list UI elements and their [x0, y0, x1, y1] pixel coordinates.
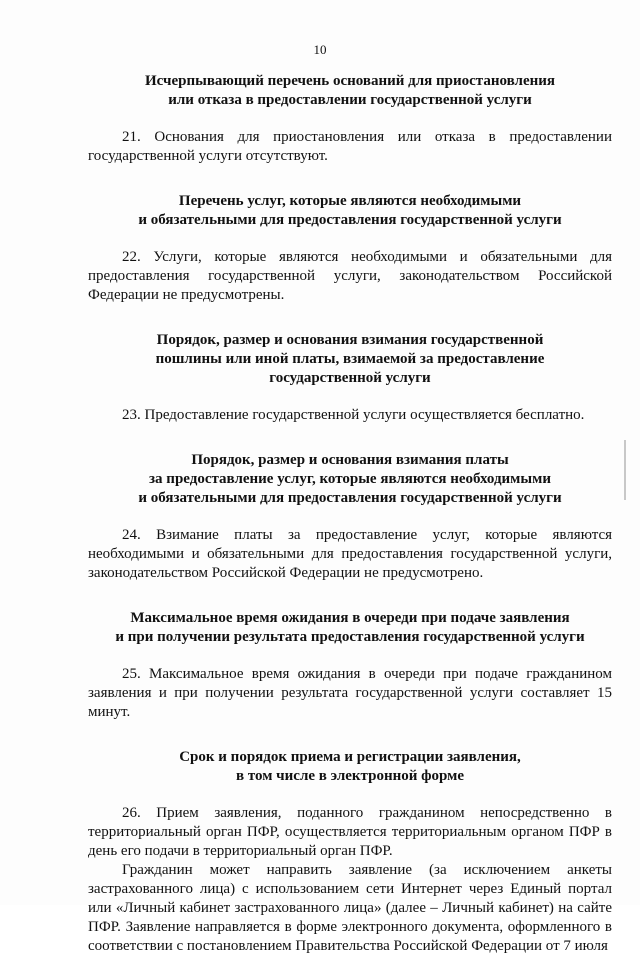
section-state-fee: [88, 331, 612, 425]
paragraph-24: 24. Взимание платы за предоставление услуг, которые являются необходимыми и обязательными для предоставления государственной услуги, законодательством Российской Федерации не предусмотрено.: [88, 527, 612, 581]
section-heading: Исчерпывающий перечень оснований для приостановления или отказа в предоставлении государственной услуги: [144, 73, 556, 108]
section-required-services: [88, 192, 612, 305]
section-application-registration: [88, 748, 612, 956]
section-suspension-grounds: [88, 72, 612, 166]
paragraph-26-continued: Гражданин может направить заявление (за исключением анкеты застрахованного лица) с использованием сети Интернет через Единый портал или «Личный кабинет застрахованного лица» (далее – Личный кабинет) на сайте ПФР. Заявление направляется в форме электронного документа, оформленного в соответствии с постановлением Правительства Российской Федерации от 7 июля: [88, 862, 612, 954]
paragraph-22: 22. Услуги, которые являются необходимыми и обязательными для предоставления государственной услуги, законодательством Российской Федерации не предусмотрены.: [88, 249, 612, 303]
section-heading: Перечень услуг, которые являются необходимыми и обязательными для предоставления государственной услуги: [138, 193, 562, 228]
document-body: [88, 72, 612, 956]
section-heading: Порядок, размер и основания взимания платы за предоставление услуг, которые являются необходимыми и обязательными для предоставления государственной услуги: [138, 452, 562, 506]
section-heading: Срок и порядок приема и регистрации заявления, в том числе в электронной форме: [179, 749, 521, 784]
paragraph-21: 21. Основания для приостановления или отказа в предоставлении государственной услуги отсутствуют.: [88, 129, 612, 164]
scan-margin-mark: [624, 440, 626, 500]
paragraph-25: 25. Максимальное время ожидания в очереди при подаче гражданином заявления и при получении результата государственной услуги составляет 15 минут.: [88, 666, 612, 720]
section-heading: Порядок, размер и основания взимания государственной пошлины или иной платы, взимаемой за предоставление государственной услуги: [155, 332, 545, 386]
paragraph-23: 23. Предоставление государственной услуги осуществляется бесплатно.: [122, 407, 585, 423]
section-heading: Максимальное время ожидания в очереди при подаче заявления и при получении результата предоставления государственной услуги: [115, 610, 585, 645]
section-queue-time: [88, 609, 612, 722]
page-number: 10: [313, 42, 327, 57]
paragraph-26: 26. Прием заявления, поданного гражданином непосредственно в территориальный орган ПФР, осуществляется территориальным органом ПФР в день его подачи в территориальный орган ПФР.: [88, 805, 612, 859]
section-service-fee: [88, 451, 612, 583]
